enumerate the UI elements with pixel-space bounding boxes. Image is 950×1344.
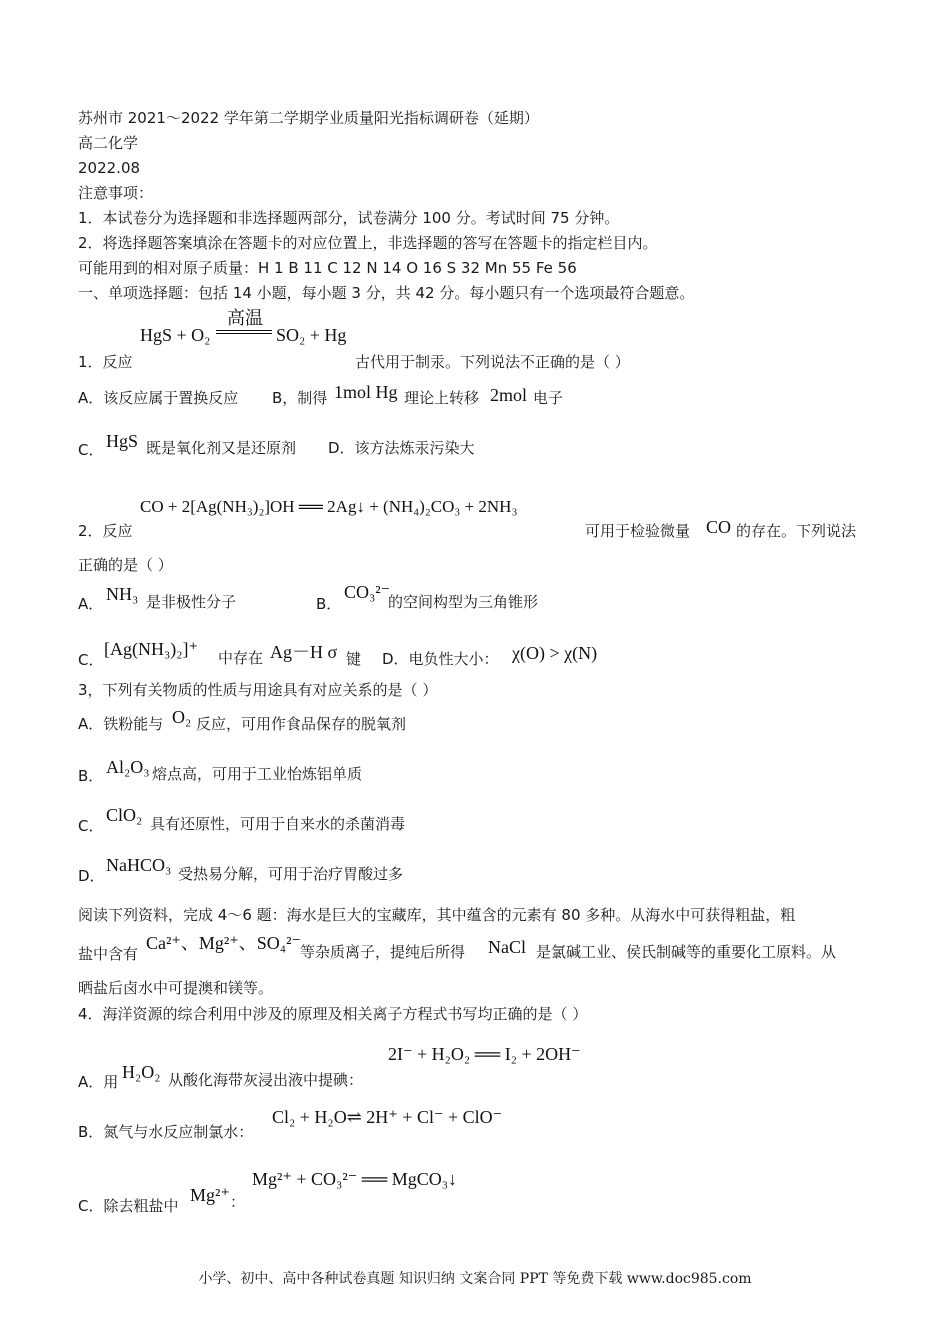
q4-option-a-formula: H₂O₂ (122, 1062, 161, 1082)
q3-option-d-formula: NaHCO₃ (106, 855, 172, 875)
q1-option-c-formula: HgS (106, 431, 139, 451)
reading-ions-formula: Ca²⁺、Mg²⁺、SO₄²⁻ (146, 933, 301, 953)
q1-stem-start: 1．反应 (78, 353, 133, 371)
q4-stem: 4．海洋资源的综合利用中涉及的原理及相关离子方程式书写均正确的是（ ） (78, 1005, 588, 1023)
section-1-heading: 一、单项选择题：包括 14 小题，每小题 3 分，共 42 分。每小题只有一个选项最符合题意。 (78, 284, 695, 302)
q2-option-a-prefix: A． (78, 595, 104, 613)
q4-option-a-text: 从酸化海带灰浸出液中提碘： (168, 1071, 364, 1089)
q1-option-b-formula-2: 2mol (490, 385, 528, 405)
q2-option-a-formula: NH₃ (106, 584, 139, 604)
exam-date: 2022.08 (78, 159, 141, 177)
q1-option-b-mid: 理论上转移 (404, 389, 480, 407)
q1-option-b-formula-1: 1mol Hg (334, 382, 398, 402)
atomic-masses: 可能用到的相对原子质量：H 1 B 11 C 12 N 14 O 16 S 32 Mn 55 Fe 56 (78, 259, 577, 277)
q3-option-c-text: 具有还原性，可用于自来水的杀菌消毒 (150, 815, 406, 833)
q2-option-d-formula: χ(O) > χ(N) (512, 643, 598, 663)
q1-option-b-prefix: B，制得 (272, 389, 328, 407)
q1-equation-right: SO₂ + Hg (276, 325, 347, 345)
q4-option-a-prefix: A．用 (78, 1073, 119, 1091)
q3-option-b-text: 熔点高，可用于工业怡炼铝单质 (152, 765, 363, 783)
q2-option-c-formula-2: Ag－H σ (270, 642, 338, 662)
q2-stem-continuation: 正确的是（ ） (78, 556, 173, 574)
q3-option-d-prefix: D． (78, 867, 105, 885)
q2-option-b-text: 的空间构型为三角锥形 (388, 593, 539, 611)
q3-option-c-formula: ClO₂ (106, 805, 143, 825)
q3-option-d-text: 受热易分解，可用于治疗胃酸过多 (178, 865, 404, 883)
q4-option-b-prefix: B．氮气与水反应制氯水： (78, 1123, 254, 1141)
q3-option-c-prefix: C． (78, 817, 104, 835)
q3-option-b-formula: Al₂O₃ (106, 757, 150, 777)
q1-equation-left: HgS + O₂ (140, 325, 211, 345)
q4-option-c-suffix: ： (230, 1193, 246, 1211)
q2-option-c-prefix: C． (78, 651, 104, 669)
q1-option-a: A．该反应属于置换反应 (78, 389, 239, 407)
q1-option-b-suffix: 电子 (533, 389, 564, 407)
q2-option-b-formula: CO₃²⁻ (344, 582, 391, 602)
notice-item-2: 2．将选择题答案填涂在答题卡的对应位置上，非选择题的答写在答题卡的指定栏目内。 (78, 234, 658, 252)
q2-option-b-prefix: B． (316, 595, 342, 613)
q2-option-c-suffix: 键 (346, 650, 362, 668)
q3-option-a-prefix: A．铁粉能与 (78, 715, 164, 733)
reading-nacl-formula: NaCl (488, 937, 526, 957)
q2-equation: CO + 2[Ag(NH₃)₂]OH ══ 2Ag↓ + (NH₄)₂CO₃ + 2NH₃ (140, 497, 518, 516)
q2-option-d-prefix: D．电负性大小： (382, 650, 499, 668)
q2-option-c-mid: 中存在 (218, 649, 264, 667)
notice-item-1: 1．本试卷分为选择题和非选择题两部分，试卷满分 100 分。考试时间 75 分钟。 (78, 209, 620, 227)
q4-option-c-equation: Mg²⁺ + CO₃²⁻ ══ MgCO₃↓ (252, 1169, 458, 1189)
q1-equation-condition: 高温 (227, 308, 263, 328)
q1-option-c-prefix: C． (78, 441, 104, 459)
q1-option-c-text: 既是氧化剂又是还原剂 (146, 439, 297, 457)
page-footer: 小学、初中、高中各种试卷真题 知识归纳 文案合同 PPT 等免费下载 www.doc985.com (198, 1271, 752, 1287)
q3-stem: 3，下列有关物质的性质与用途具有对应关系的是（ ） (78, 681, 438, 699)
q4-option-a-equation: 2I⁻ + H₂O₂ ══ I₂ + 2OH⁻ (388, 1044, 581, 1064)
q2-stem-formula: CO (706, 517, 732, 537)
subject-label: 高二化学 (78, 134, 139, 152)
q3-option-a-text: 反应，可用作食品保存的脱氧剂 (196, 715, 407, 733)
q4-option-c-prefix: C．除去粗盐中 (78, 1197, 179, 1215)
q2-stem-mid: 可用于检验微量 (585, 522, 691, 540)
reading-line-2-prefix: 盐中含有 (78, 945, 139, 963)
q2-option-a-text: 是非极性分子 (146, 593, 237, 611)
q3-option-a-formula: O₂ (172, 707, 192, 727)
q4-option-b-equation: Cl₂ + H₂O⇌ 2H⁺ + Cl⁻ + ClO⁻ (272, 1107, 503, 1127)
q2-stem-start: 2．反应 (78, 522, 133, 540)
q1-equation-double-line (216, 330, 272, 334)
q1-option-d: D．该方法炼汞污染大 (328, 439, 475, 457)
q1-stem-end: 古代用于制汞。下列说法不正确的是（ ） (355, 353, 630, 371)
reading-line-2-mid: 等杂质离子，提纯后所得 (300, 943, 466, 961)
q2-option-c-formula-1: [Ag(NH₃)₂]⁺ (104, 639, 199, 659)
q4-option-c-formula: Mg²⁺ (190, 1185, 230, 1205)
reading-line-2-suffix: 是氯碱工业、侯氏制碱等的重要化工原料。从 (536, 943, 837, 961)
reading-line-1: 阅读下列资料，完成 4～6 题：海水是巨大的宝藏库，其中蕴含的元素有 80 多种。从海水中可获得粗盐，粗 (78, 906, 796, 924)
reading-line-3: 晒盐后卤水中可提澳和镁等。 (78, 979, 274, 997)
exam-title: 苏州市 2021～2022 学年第二学期学业质量阳光指标调研卷（延期） (78, 109, 539, 127)
q3-option-b-prefix: B． (78, 767, 104, 785)
notice-heading: 注意事项： (78, 184, 154, 202)
q2-stem-end: 的存在。下列说法 (736, 522, 857, 540)
